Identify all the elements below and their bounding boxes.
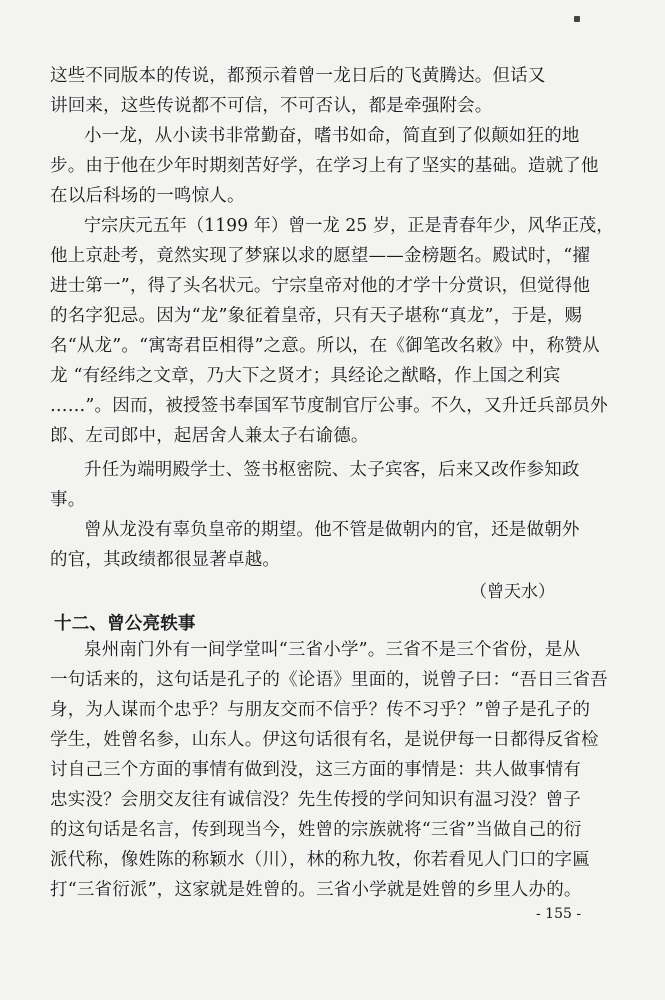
section-line-5: 讨自己三个方面的事情有做到没，这三方面的事情是：共人做事情有	[50, 760, 581, 780]
page-number: - 155 -	[536, 906, 582, 922]
attribution: （曾天水）	[470, 582, 555, 602]
section-line-2: 一句话来的，这句话是孔子的《论语》里面的，说曾子曰：“吾日三省吾	[50, 670, 608, 690]
section-line-4: 学生，姓曾名参，山东人。伊这句话很有名，是说伊每一日都得反省检	[50, 730, 599, 750]
text-line-2: 讲回来，这些传说都不可信，不可否认，都是牵强附会。	[50, 96, 493, 116]
text-line-3: 小一龙，从小读书非常勤奋，嗜书如命，简直到了似颠如狂的地	[84, 126, 580, 146]
section-heading: 十二、曾公亮轶事	[54, 614, 196, 634]
text-line-10: 名“从龙”。“寓寄君臣相得”之意。所以，在《御笔改名敕》中，称赞从	[50, 336, 600, 356]
text-line-5: 在以后科场的一鸣惊人。	[50, 186, 245, 206]
text-line-8: 进士第一”，得了头名状元。宁宗皇帝对他的才学十分赏识，但觉得他	[50, 276, 591, 296]
text-line-1: 这些不同版本的传说，都预示着曾一龙日后的飞黄腾达。但话又	[50, 66, 546, 86]
text-line-4: 步。由于他在少年时期刻苦好学，在学习上有了坚实的基础。造就了他	[50, 156, 599, 176]
text-line-13: 郎、左司郎中，起居舍人兼太子右谕德。	[50, 426, 369, 446]
section-line-7: 的这句话是名言，传到现当今，姓曾的宗族就将“三省”当做自己的衍	[50, 820, 582, 840]
text-line-12: ……”。因而，被授签书奉国军节度制官厅公事。不久，又升迁兵部员外	[50, 396, 608, 416]
text-line-14: 升任为端明殿学士、签书枢密院、太子宾客，后来又改作参知政	[84, 460, 580, 480]
text-line-16: 曾从龙没有辜负皇帝的期望。他不管是做朝内的官，还是做朝外	[84, 520, 580, 540]
section-line-1: 泉州南门外有一间学堂叫“三省小学”。三省不是三个省份，是从	[84, 640, 581, 660]
section-line-3: 身，为人谋而个忠乎？与朋友交而不信乎？传不习乎？”曾子是孔子的	[50, 700, 591, 720]
text-line-7: 他上京赴考，竟然实现了梦寐以求的愿望——金榜题名。殿试时，“擢	[50, 246, 591, 266]
text-line-17: 的官，其政绩都很显著卓越。	[50, 550, 281, 570]
scan-mark	[574, 16, 580, 22]
text-line-11: 龙 “有经纬之文章，乃大下之贤才；具经论之猷略，作上国之利宾	[50, 366, 561, 386]
section-line-6: 忠实没？会朋交友往有诚信没？先生传授的学问知识有温习没？曾子	[50, 790, 581, 810]
text-line-6: 宁宗庆元五年（1199 年）曾一龙 25 岁，正是青春年少，风华正茂，	[84, 216, 614, 236]
text-line-15: 事。	[50, 490, 86, 510]
text-line-9: 的名字犯忌。因为“龙”象征着皇帝，只有天子堪称“真龙”，于是，赐	[50, 306, 583, 326]
section-line-9: 打“三省衍派”，这家就是姓曾的。三省小学就是姓曾的乡里人办的。	[50, 880, 582, 900]
section-line-8: 派代称，像姓陈的称颖水（川），林的称九牧，你若看见人门口的字匾	[50, 850, 590, 870]
